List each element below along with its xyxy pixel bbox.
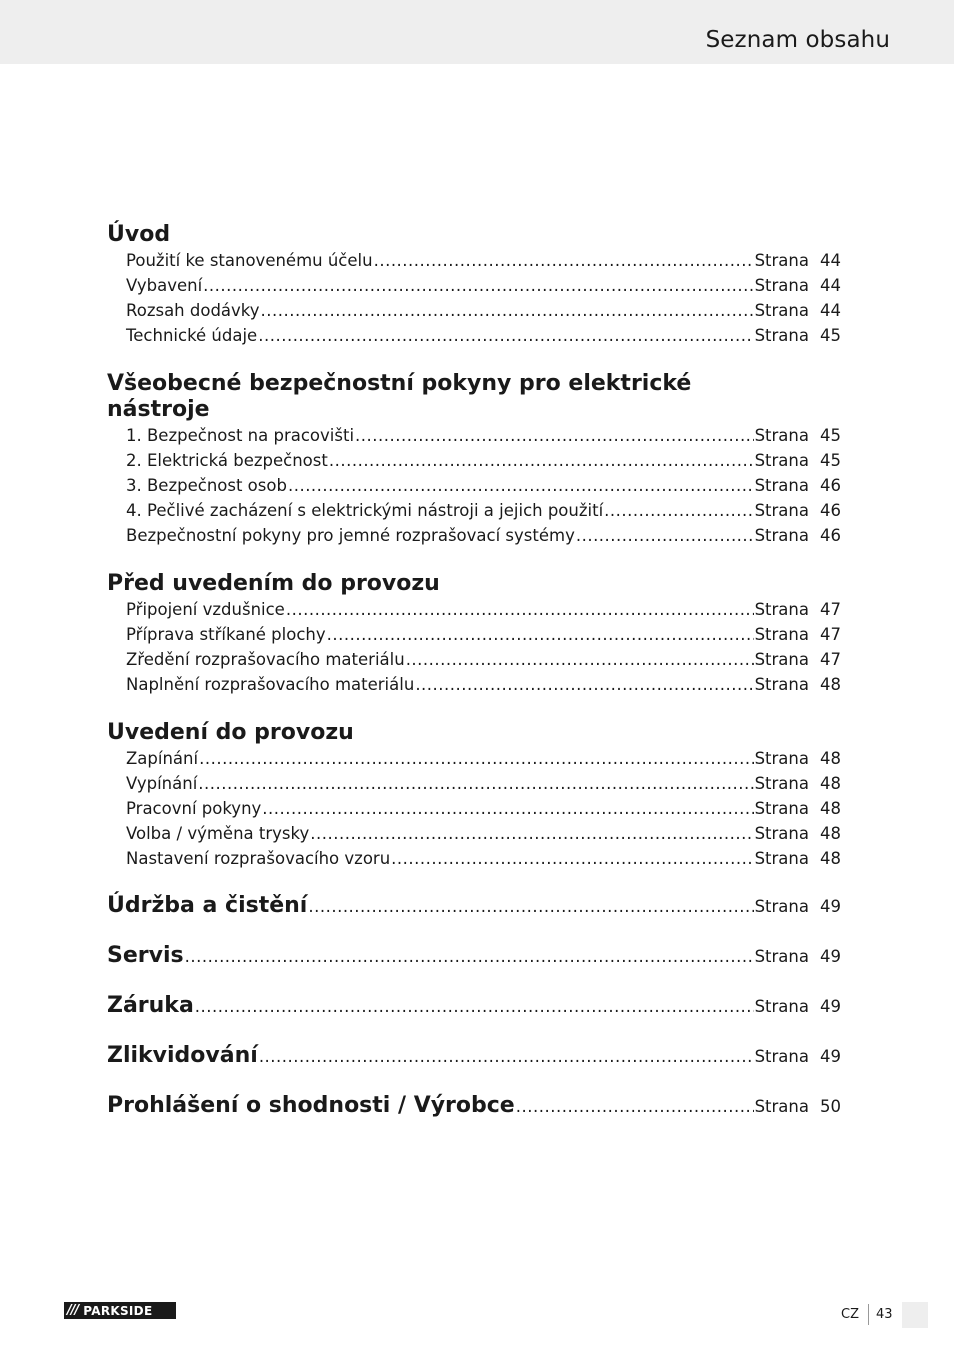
entry-strana: Strana — [754, 675, 809, 694]
entry-label: Volba / výměna trysky — [126, 824, 310, 843]
entry-strana: Strana — [754, 997, 809, 1016]
entry-strana: Strana — [754, 650, 809, 669]
entry-strana: Strana — [754, 426, 809, 445]
entry-page: 44 — [820, 251, 841, 270]
toc-entry[interactable] — [107, 771, 841, 796]
leader-dots — [288, 473, 754, 498]
entry-strana: Strana — [754, 749, 809, 768]
leader-dots — [355, 423, 754, 448]
entry-label: Zlikvidování — [107, 1043, 258, 1068]
leader-dots — [406, 647, 754, 672]
toc-entry[interactable] — [107, 597, 841, 622]
entry-page: 45 — [820, 451, 841, 470]
page-number: 43 — [876, 1307, 893, 1322]
section-title-line: Všeobecné bezpečnostní pokyny pro elektrické — [107, 371, 692, 396]
entry-page: 45 — [820, 426, 841, 445]
entry-label: Použití ke stanovenému účelu — [126, 251, 373, 270]
entry-label: Bezpečnostní pokyny pro jemné rozprašovací systémy — [126, 526, 575, 545]
leader-dots — [198, 771, 753, 796]
toc-entry[interactable] — [107, 448, 841, 473]
logo-brand: PARKSIDE — [83, 1303, 153, 1318]
toc-entry-heading[interactable] — [107, 941, 841, 971]
leader-dots — [310, 821, 753, 846]
entry-page: 49 — [820, 947, 841, 966]
leader-dots — [185, 942, 754, 972]
toc-entry-heading[interactable] — [107, 1091, 841, 1121]
entry-page: 49 — [820, 1047, 841, 1066]
leader-dots — [262, 796, 753, 821]
parkside-logo — [64, 1302, 176, 1319]
leader-dots — [203, 273, 753, 298]
footer-divider — [868, 1304, 869, 1325]
entry-label: Zředění rozprašovacího materiálu — [126, 650, 405, 669]
toc-entry[interactable] — [107, 672, 841, 697]
entry-page: 48 — [820, 774, 841, 793]
entry-strana: Strana — [754, 600, 809, 619]
section-title: Úvod — [107, 222, 171, 247]
entry-strana: Strana — [754, 849, 809, 868]
toc-section-bezpecnost — [107, 371, 841, 548]
toc-entry[interactable] — [107, 846, 841, 871]
toc-entry-heading[interactable] — [107, 891, 841, 921]
entry-strana: Strana — [754, 824, 809, 843]
toc-entry[interactable] — [107, 746, 841, 771]
toc-entry[interactable] — [107, 273, 841, 298]
entry-page: 44 — [820, 276, 841, 295]
toc-entry[interactable] — [107, 423, 841, 448]
toc-section-uvedeni — [107, 720, 841, 871]
entry-page: 46 — [820, 476, 841, 495]
entry-strana: Strana — [754, 625, 809, 644]
entry-page: 49 — [820, 897, 841, 916]
entry-label: Rozsah dodávky — [126, 301, 260, 320]
toc-section-pred-uvedenim — [107, 571, 841, 697]
section-title — [107, 371, 841, 423]
entry-strana: Strana — [754, 451, 809, 470]
entry-strana: Strana — [754, 501, 809, 520]
entry-strana: Strana — [754, 799, 809, 818]
entry-page: 48 — [820, 799, 841, 818]
entry-strana: Strana — [754, 1097, 809, 1116]
entry-label: Vypínání — [126, 774, 198, 793]
toc-entry[interactable] — [107, 473, 841, 498]
entry-strana: Strana — [754, 276, 809, 295]
toc-entry[interactable] — [107, 647, 841, 672]
entry-strana: Strana — [754, 301, 809, 320]
entry-label: Údržba a čistění — [107, 893, 308, 918]
leader-dots — [199, 746, 753, 771]
entry-page: 47 — [820, 625, 841, 644]
leader-dots — [327, 622, 754, 647]
toc-entry[interactable] — [107, 821, 841, 846]
entry-label: Zapínání — [126, 749, 199, 768]
entry-strana: Strana — [754, 774, 809, 793]
logo-slashes: /// — [67, 1303, 79, 1318]
entry-page: 50 — [820, 1097, 841, 1116]
language-code: CZ — [841, 1307, 859, 1322]
entry-page: 48 — [820, 749, 841, 768]
leader-dots — [391, 846, 753, 871]
leader-dots — [516, 1092, 754, 1122]
entry-strana: Strana — [754, 326, 809, 345]
toc-entry[interactable] — [107, 323, 841, 348]
toc-entry[interactable] — [107, 498, 841, 523]
entry-strana: Strana — [754, 947, 809, 966]
section-title-line: nástroje — [107, 397, 210, 422]
entry-label: Naplnění rozprašovacího materiálu — [126, 675, 415, 694]
entry-label: Technické údaje — [126, 326, 258, 345]
entry-page: 47 — [820, 600, 841, 619]
leader-dots — [195, 992, 754, 1022]
entry-page: 48 — [820, 824, 841, 843]
entry-label: Připojení vzdušnice — [126, 600, 285, 619]
entry-label: 3. Bezpečnost osob — [126, 476, 287, 495]
leader-dots — [374, 248, 754, 273]
leader-dots — [329, 448, 754, 473]
leader-dots — [259, 1042, 754, 1072]
entry-label: Příprava stříkané plochy — [126, 625, 326, 644]
entry-page: 46 — [820, 501, 841, 520]
leader-dots — [286, 597, 754, 622]
toc-entry-heading[interactable] — [107, 1041, 841, 1071]
entry-label: Prohlášení o shodnosti / Výrobce — [107, 1093, 515, 1118]
leader-dots — [415, 672, 753, 697]
entry-page: 44 — [820, 301, 841, 320]
entry-page: 47 — [820, 650, 841, 669]
entry-label: 1. Bezpečnost na pracovišti — [126, 426, 355, 445]
entry-strana: Strana — [754, 476, 809, 495]
entry-page: 46 — [820, 526, 841, 545]
table-of-contents — [107, 222, 841, 1121]
entry-label: 4. Pečlivé zacházení s elektrickými nástroji a jejich použití — [126, 501, 604, 520]
entry-strana: Strana — [754, 897, 809, 916]
entry-label: Záruka — [107, 993, 194, 1018]
entry-page: 48 — [820, 849, 841, 868]
entry-label: 2. Elektrická bezpečnost — [126, 451, 328, 470]
entry-label: Nastavení rozprašovacího vzoru — [126, 849, 391, 868]
entry-label: Servis — [107, 943, 184, 968]
toc-entry-heading[interactable] — [107, 991, 841, 1021]
entry-strana: Strana — [754, 1047, 809, 1066]
entry-strana: Strana — [754, 251, 809, 270]
section-title: Před uvedením do provozu — [107, 571, 440, 596]
toc-section-uvod — [107, 222, 841, 348]
entry-label: Vybavení — [126, 276, 203, 295]
leader-dots — [604, 498, 753, 523]
entry-page: 48 — [820, 675, 841, 694]
toc-entry[interactable] — [107, 622, 841, 647]
footer-tab-marker — [902, 1302, 928, 1328]
leader-dots — [576, 523, 754, 548]
toc-entry[interactable] — [107, 298, 841, 323]
toc-entry[interactable] — [107, 248, 841, 273]
leader-dots — [308, 892, 753, 922]
entry-label: Pracovní pokyny — [126, 799, 262, 818]
toc-entry[interactable] — [107, 796, 841, 821]
page-title: Seznam obsahu — [705, 27, 890, 53]
entry-page: 45 — [820, 326, 841, 345]
entry-page: 49 — [820, 997, 841, 1016]
section-title: Uvedení do provozu — [107, 720, 354, 745]
toc-entry[interactable] — [107, 523, 841, 548]
leader-dots — [261, 298, 754, 323]
entry-strana: Strana — [754, 526, 809, 545]
leader-dots — [258, 323, 753, 348]
